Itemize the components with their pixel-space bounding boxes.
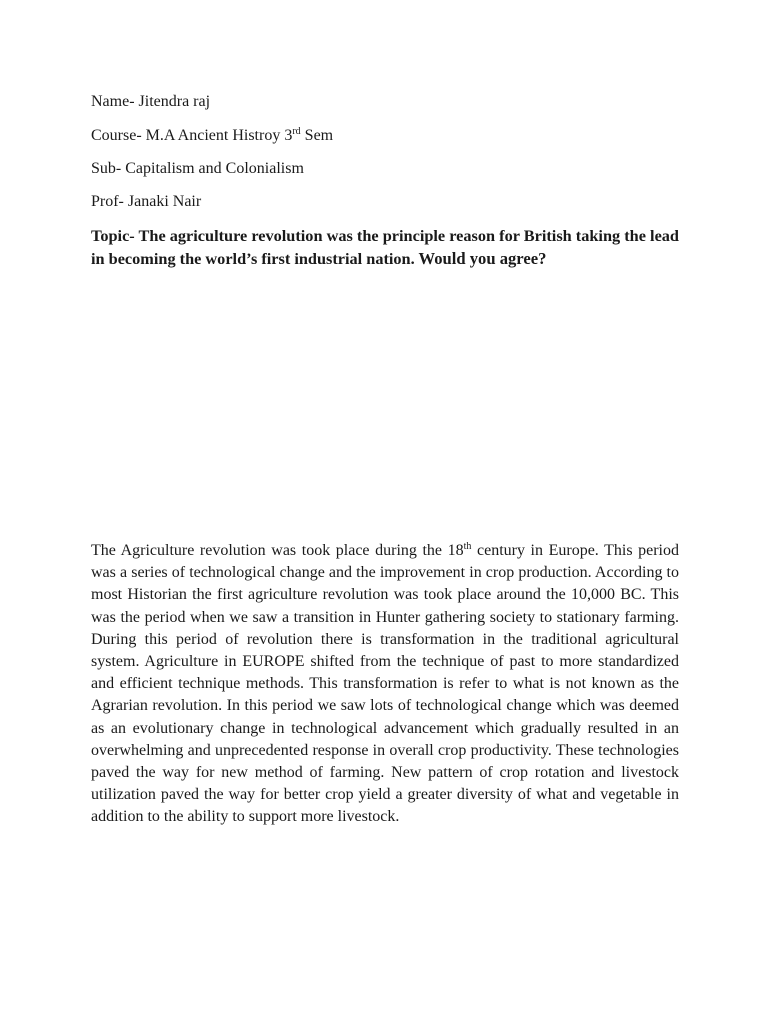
topic-statement: Topic- The agriculture revolution was the principle reason for British taking the lead in becoming the world’s first industrial nation.: [91, 226, 679, 268]
course-text-tail: Sem: [300, 127, 334, 144]
course-line: [91, 126, 333, 146]
paragraph-text-tail: century in Europe. This period was a series of technological change and the improvement in crop production. According to most Historian the first agriculture revolution was took place around the 10,000 BC. This was the period when we saw a transition in Hunter gathering society to stationary farming. During this period of revolution there is transformation in the traditional agricultural system. Agriculture in EUROPE shifted from the technique of past to more standardized and efficient technique methods. This transformation is refer to what is not known as the Agrarian revolution. In this period we saw lots of technological change which was deemed as an evolutionary change in technological advancement which gradually resulted in an overwhelming and unprecedented response in overall crop productivity. These technologies paved the way for new method of farming. New pattern of crop rotation and livestock utilization paved the way for better crop yield a greater diversity of what and vegetable in addition to the ability to support more livestock.: [91, 542, 680, 826]
body-paragraph: [91, 540, 679, 829]
student-name-line: Name- Jitendra raj: [91, 93, 211, 110]
topic-question: Would you agree?: [414, 249, 547, 268]
essay-topic: [91, 224, 679, 270]
paragraph-text: The Agriculture revolution was took place during the 18: [91, 542, 464, 559]
century-ordinal-suffix: th: [463, 541, 472, 552]
subject-line: Sub- Capitalism and Colonialism: [91, 160, 304, 177]
course-text: Course- M.A Ancient Histroy 3: [91, 127, 293, 144]
course-ordinal-suffix: rd: [292, 126, 301, 137]
professor-line: Prof- Janaki Nair: [91, 193, 202, 210]
